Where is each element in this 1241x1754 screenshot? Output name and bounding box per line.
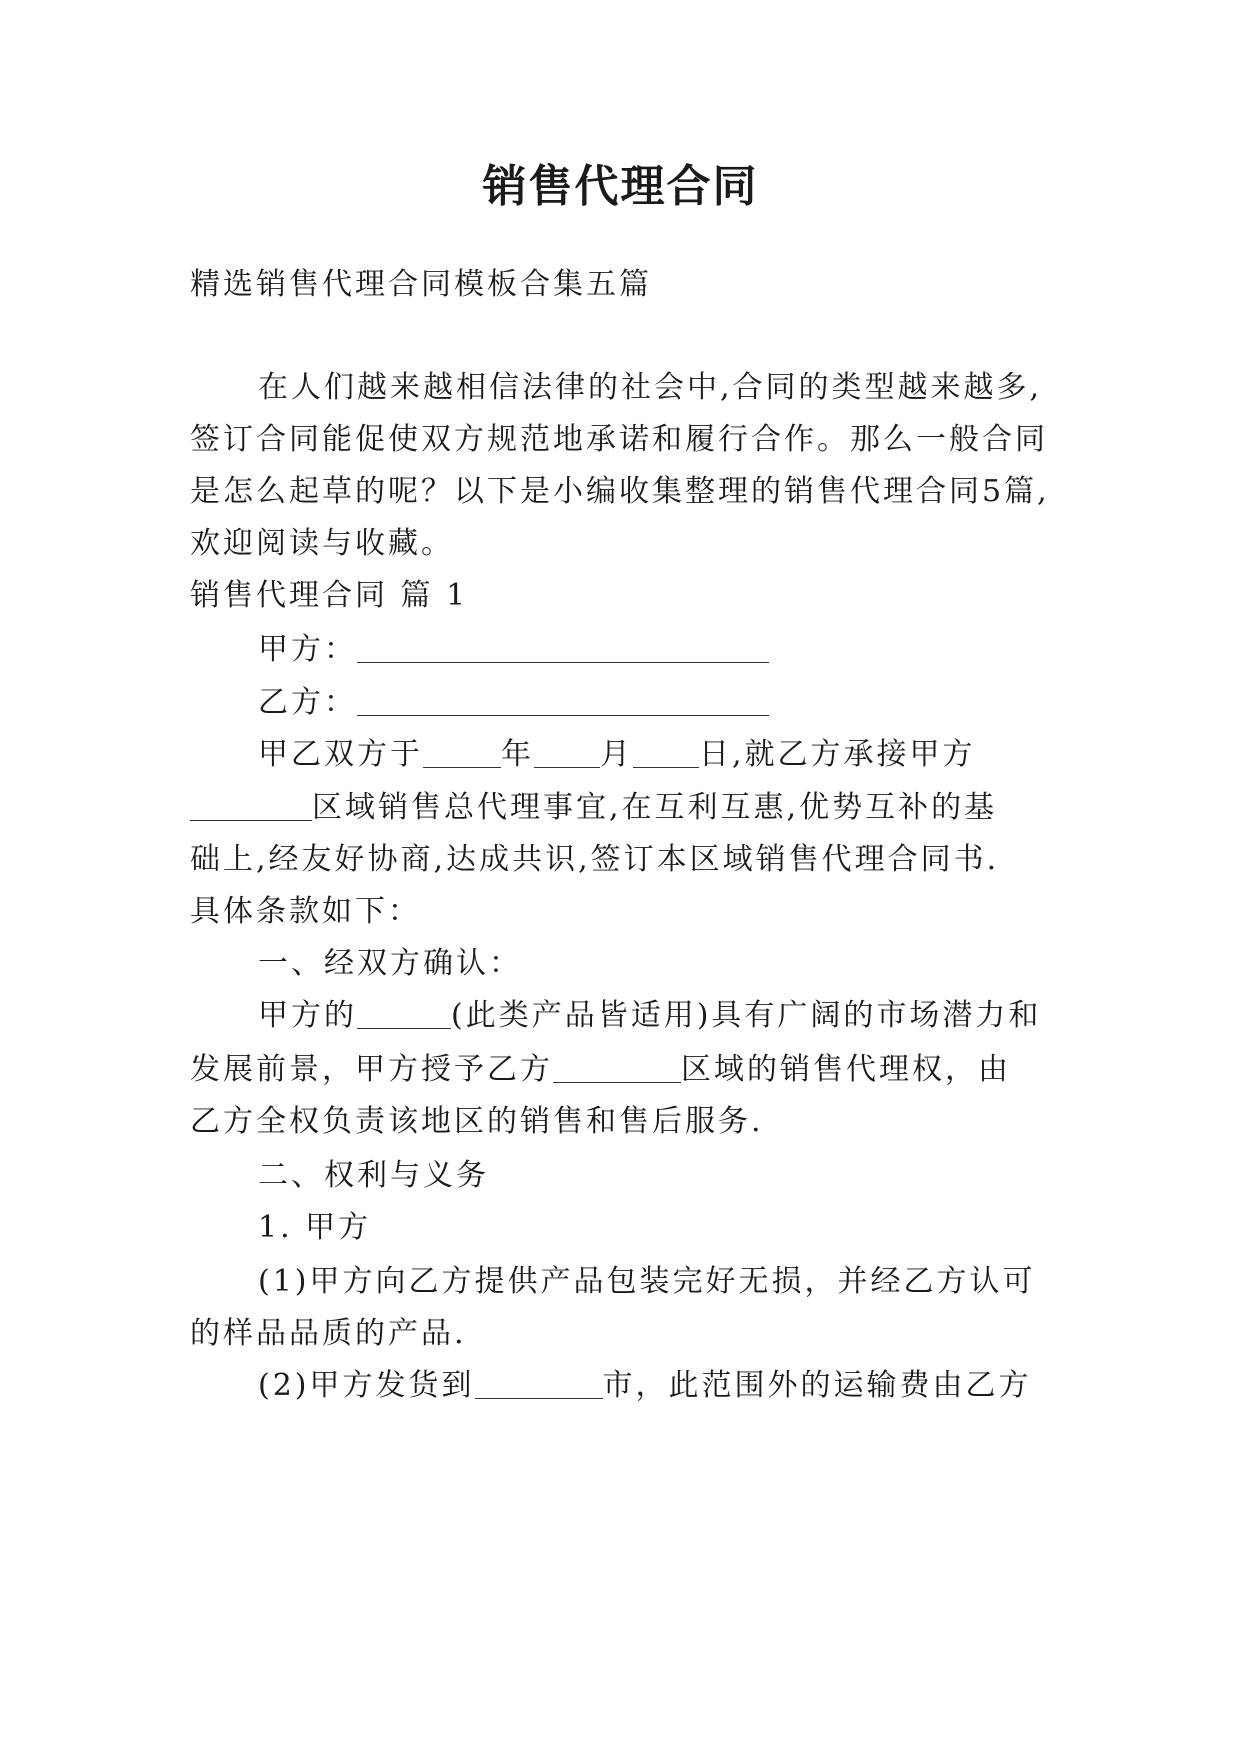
agreement-line-3: 础上,经友好协商,达成共识,签订本区域销售代理合同书. <box>190 842 1000 877</box>
agreement-text-region: 区域销售总代理事宜,在互利互惠,优势互补的基 <box>312 790 998 825</box>
agreement-text-start: 甲乙双方于 <box>258 737 423 772</box>
clause-1-text-a: 甲方的 <box>258 998 357 1033</box>
clause-2-item-1-line-1: (1)甲方向乙方提供产品包装完好无损，并经乙方认可 <box>258 1264 1036 1299</box>
intro-line-4: 欢迎阅读与收藏。 <box>190 526 454 561</box>
clause-1-text-c: 发展前景，甲方授予乙方 <box>190 1052 553 1087</box>
section-heading: 销售代理合同 篇 1 <box>190 578 469 613</box>
clause-1-line-1 <box>258 996 1128 1036</box>
intro-line-3: 是怎么起草的呢？以下是小编收集整理的销售代理合同5篇, <box>190 474 1050 509</box>
clause-1-line-3: 乙方全权负责该地区的销售和售后服务. <box>190 1104 764 1139</box>
clause-2-heading: 二、权利与义务 <box>258 1158 489 1193</box>
clause-2-item-2-text-a: (2)甲方发货到 <box>258 1368 475 1403</box>
party-b-label: 乙方： <box>258 685 357 720</box>
agreement-line-1 <box>258 735 1128 775</box>
agreement-line-2 <box>190 788 1060 828</box>
clause-2-sub-1: 1. 甲方 <box>258 1210 372 1245</box>
clause-1-text-d: 区域的销售代理权，由 <box>681 1052 1011 1087</box>
party-a-line <box>258 630 1128 670</box>
party-b-line <box>258 683 1128 723</box>
agreement-text-day: 日,就乙方承接甲方 <box>699 737 976 772</box>
region-blank <box>190 790 312 821</box>
document-title: 销售代理合同 <box>482 161 759 212</box>
document-subtitle: 精选销售代理合同模板合集五篇 <box>190 267 652 302</box>
clause-2-item-2-line-1 <box>258 1366 1128 1406</box>
day-blank <box>633 737 699 768</box>
clause-2-item-1-line-2: 的样品品质的产品. <box>190 1316 467 1351</box>
party-a-label: 甲方： <box>258 632 357 667</box>
year-blank <box>423 737 501 768</box>
agreement-line-4: 具体条款如下： <box>190 894 421 929</box>
clause-1-heading: 一、经双方确认： <box>258 946 522 981</box>
clause-1-line-2 <box>190 1050 1060 1090</box>
month-blank <box>534 737 600 768</box>
clause-1-text-b: (此类产品皆适用)具有广阔的市场潜力和 <box>451 998 1042 1033</box>
party-b-blank <box>357 685 769 716</box>
intro-line-1: 在人们越来越相信法律的社会中,合同的类型越来越多, <box>258 370 1043 405</box>
clause-2-item-2-text-b: 市，此范围外的运输费由乙方 <box>602 1368 1032 1403</box>
year-label: 年 <box>501 737 534 772</box>
area-blank <box>553 1052 681 1083</box>
party-a-blank <box>357 632 769 663</box>
month-label: 月 <box>600 737 633 772</box>
product-blank <box>357 998 451 1029</box>
city-blank <box>475 1368 603 1399</box>
intro-line-2: 签订合同能促使双方规范地承诺和履行合作。那么一般合同 <box>190 422 1048 457</box>
